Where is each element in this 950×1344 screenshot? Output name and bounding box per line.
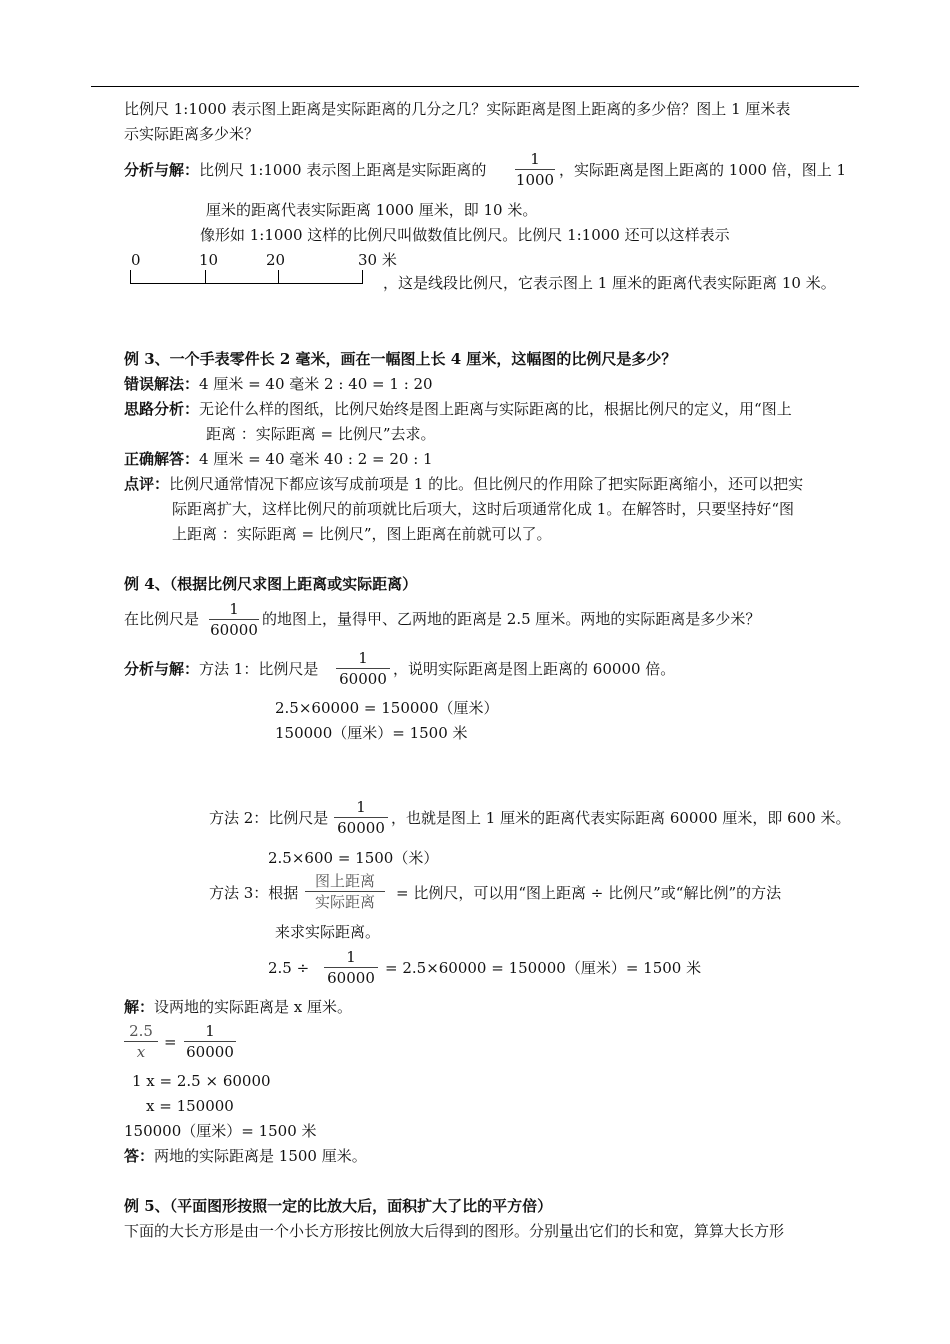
- think-text: 无论什么样的图纸，比例尺始终是图上距离与实际距离的比，根据比例尺的定义，用“图上: [199, 400, 792, 418]
- scale-tick: [205, 270, 206, 283]
- fraction-bar: [209, 619, 259, 620]
- fraction-numerator: 2.5: [129, 1022, 153, 1040]
- comment-label: 点评：: [124, 475, 170, 493]
- header-rule: [91, 86, 859, 87]
- method-1-continuation: ，说明实际距离是图上距离的 60000 倍。: [393, 660, 676, 678]
- fraction-numerator: 1: [205, 1022, 215, 1040]
- answer-text: 两地的实际距离是 1500 厘米。: [154, 1147, 367, 1165]
- method-2-line: 方法 2：比例尺是: [209, 809, 329, 827]
- intro-answer-line2: 厘米的距离代表实际距离 1000 厘米，即 10 米。: [206, 201, 538, 219]
- fraction-numerator: 图上距离: [314, 872, 375, 890]
- example-3-title: 例 3、一个手表零件长 2 毫米，画在一幅图上长 4 厘米，这幅图的比例尺是多少？: [124, 350, 677, 368]
- example-3-think-line1: [124, 399, 792, 419]
- equation-right-fraction: [184, 1022, 236, 1061]
- fraction-denominator: 60000: [186, 1043, 234, 1061]
- fraction-denominator: 1000: [515, 171, 555, 189]
- fraction-numerator: 1: [346, 948, 356, 966]
- fraction-bar: [324, 967, 378, 968]
- scale-label-10: 10: [199, 251, 219, 269]
- intro-answer-line1: [124, 160, 486, 180]
- example-4-title: 例 4、（根据比例尺求图上距离或实际距离）: [124, 575, 418, 593]
- method-3-line: 方法 3：根据: [209, 884, 299, 902]
- intro-answer-line3: 像形如 1:1000 这样的比例尺叫做数值比例尺。比例尺 1:1000 还可以这样表示: [200, 226, 730, 244]
- fraction-denominator: 60000: [327, 969, 375, 987]
- fraction-bar: [184, 1041, 236, 1042]
- method-3-calc: 2.5 ÷: [268, 959, 310, 977]
- fraction-1-60000: [334, 798, 388, 837]
- answer-label: 答：: [124, 1147, 155, 1165]
- example-3-right: [124, 449, 433, 469]
- fraction-numerator: 1: [229, 600, 239, 618]
- equation-step-2: 1 x = 2.5 × 60000: [132, 1072, 271, 1090]
- method-1-calc-1: 2.5×60000 = 150000（厘米）: [275, 699, 499, 717]
- example-5-title: 例 5、（平面图形按照一定的比放大后，面积扩大了比的平方倍）: [124, 1197, 553, 1215]
- wrong-label: 错误解法：: [124, 375, 200, 393]
- example-3-comment-line1: [124, 474, 803, 494]
- scale-description: ，这是线段比例尺，它表示图上 1 厘米的距离代表实际距离 10 米。: [383, 274, 836, 292]
- intro-answer-text: 比例尺 1:1000 表示图上距离是实际距离的: [199, 161, 487, 179]
- scale-label-30: 30 米: [358, 251, 397, 269]
- fraction-bar: [305, 891, 385, 892]
- scale-label-0: 0: [131, 251, 141, 269]
- fraction-denominator: 60000: [337, 819, 385, 837]
- scale-baseline: [130, 283, 363, 284]
- fraction-denominator: 实际距离: [314, 893, 375, 911]
- fraction-denominator: x: [136, 1043, 146, 1061]
- intro-answer-continuation: ，实际距离是图上距离的 1000 倍，图上 1: [559, 161, 847, 179]
- solution-line: [124, 997, 352, 1017]
- method-1-calc-2: 150000（厘米）= 1500 米: [275, 724, 468, 742]
- equation-equals: =: [164, 1033, 177, 1051]
- answer-line: [124, 1146, 367, 1166]
- scale-label-20: 20: [266, 251, 286, 269]
- intro-question-line2: 示实际距离多少米？: [124, 125, 260, 143]
- scale-tick: [278, 270, 279, 283]
- example-4-question-continuation: 的地图上，量得甲、乙两地的距离是 2.5 厘米。两地的实际距离是多少米？: [262, 610, 761, 628]
- method-1-text: 方法 1：比例尺是: [199, 660, 319, 678]
- fraction-1-60000: [209, 600, 259, 639]
- think-label: 思路分析：: [124, 400, 200, 418]
- method-2-continuation: ，也就是图上 1 厘米的距离代表实际距离 60000 厘米，即 600 米。: [391, 809, 851, 827]
- intro-question-line1: 比例尺 1:1000 表示图上距离是实际距离的几分之几？实际距离是图上距离的多少倍？图上 1 厘米表: [124, 100, 791, 118]
- fraction-map-over-actual: [305, 872, 385, 911]
- fraction-1-60000: [324, 948, 378, 987]
- example-5-line1: 下面的大长方形是由一个小长方形按比例放大后得到的图形。分别量出它们的长和宽，算算大长方形: [124, 1222, 785, 1240]
- example-3-wrong: [124, 374, 433, 394]
- fraction-numerator: 1: [530, 150, 540, 168]
- method-3-continuation: = 比例尺，可以用“图上距离 ÷ 比例尺”或“解比例”的方法: [396, 884, 782, 902]
- equation-step-4: 150000（厘米）= 1500 米: [124, 1122, 317, 1140]
- analysis-label: 分析与解：: [124, 660, 200, 678]
- fraction-numerator: 1: [356, 798, 366, 816]
- method-3-line2: 来求实际距离。: [275, 923, 381, 941]
- example-3-comment-line3: 上距离 ：实际距离 = 比例尺”，图上距离在前就可以了。: [172, 525, 552, 543]
- fraction-bar: [334, 817, 388, 818]
- method-3-calc-result: = 2.5×60000 = 150000（厘米）= 1500 米: [385, 959, 702, 977]
- solution-label: 解：: [124, 998, 155, 1016]
- solution-text: 设两地的实际距离是 x 厘米。: [154, 998, 353, 1016]
- fraction-numerator: 1: [358, 649, 368, 667]
- wrong-text: 4 厘米 = 40 毫米 2 : 40 = 1 : 20: [199, 375, 433, 393]
- fraction-denominator: 60000: [339, 670, 387, 688]
- fraction-denominator: 60000: [210, 621, 258, 639]
- scale-tick: [362, 270, 363, 283]
- right-text: 4 厘米 = 40 毫米 40 : 2 = 20 : 1: [199, 450, 433, 468]
- equation-step-3: x = 150000: [146, 1097, 234, 1115]
- scale-tick: [130, 270, 131, 283]
- example-3-comment-line2: 际距离扩大，这样比例尺的前项就比后项大，这时后项通常化成 1。在解答时，只要坚持好“图: [172, 500, 794, 518]
- fraction-bar: [336, 668, 390, 669]
- answer-label: 分析与解：: [124, 161, 200, 179]
- right-label: 正确解答：: [124, 450, 200, 468]
- comment-text: 比例尺通常情况下都应该写成前项是 1 的比。但比例尺的作用除了把实际距离缩小，还可以把实: [169, 475, 804, 493]
- fraction-bar: [515, 169, 555, 170]
- equation-left-fraction: [124, 1022, 158, 1061]
- example-4-question: 在比例尺是: [124, 610, 200, 628]
- method-2-calc: 2.5×600 = 1500（米）: [268, 849, 439, 867]
- example-3-think-line2: 距离 ：实际距离 = 比例尺”去求。: [206, 425, 436, 443]
- fraction-bar: [124, 1041, 158, 1042]
- method-1-line: [124, 659, 318, 679]
- fraction-1-1000: [515, 150, 555, 189]
- fraction-1-60000: [336, 649, 390, 688]
